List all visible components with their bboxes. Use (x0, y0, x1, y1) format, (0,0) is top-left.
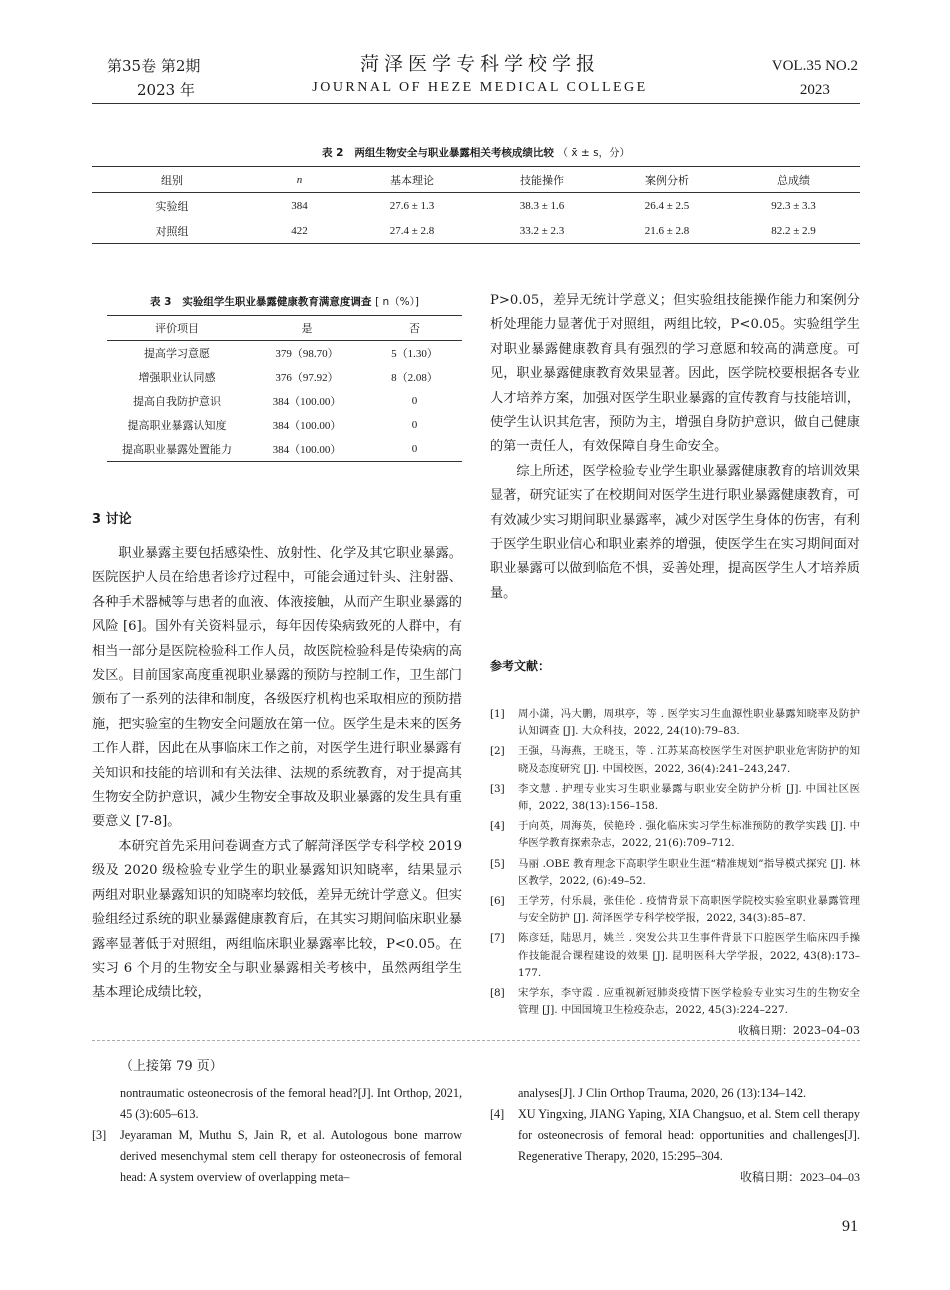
paragraph: 综上所述，医学检验专业学生职业暴露健康教育的培训效果显著，研究证实了在校期间对医学生进行职业暴露健康教育，可有效减少实习期间职业暴露率，减少对医学生身体的伤害，有利于医学生职业信心和职业素养的增强，使医学生在实习期间面对职业暴露可以做到临危不惧，妥善处理，提高医学生人才培养质量。 (490, 463, 860, 601)
table2-col-group: 组别 (161, 174, 183, 187)
table-cell: 提高职业暴露处置能力 (122, 444, 232, 456)
table-cell: 21.6 ± 2.8 (644, 224, 690, 237)
table3-caption (107, 294, 462, 309)
reference-item (490, 781, 860, 815)
table-row (107, 341, 462, 366)
reference-text: 王强，马海燕，王晓玉，等 . 江苏某高校医学生对医护职业危害防护的知晓及态度研究 [J]. 中国校医，2022, 36(4):241–243,247. (518, 745, 860, 775)
page-number: 91 (842, 1218, 858, 1235)
table-cell: 27.6 ± 1.3 (389, 199, 435, 212)
table2-col-case: 案例分析 (645, 174, 689, 187)
reference-number: [6] (490, 895, 505, 908)
table-cell: 376（97.92） (275, 372, 339, 384)
reference-item (490, 818, 860, 852)
reference-text: 周小潇，冯大鹏，周琪亭，等 . 医学实习生血源性职业暴露知晓率及防护认知调查 [J]. 大众科技，2022, 24(10):79–83. (518, 708, 860, 738)
table-cell: 实验组 (155, 200, 189, 213)
table-row (107, 437, 462, 462)
reference-number: [8] (490, 987, 505, 1000)
reference-item (490, 930, 860, 982)
reference-item (92, 1083, 462, 1125)
reference-item (92, 1125, 462, 1188)
reference-number: [4] (490, 820, 505, 833)
table-cell: 提高职业暴露认知度 (127, 420, 227, 432)
table-cell: 384（100.00） (272, 420, 342, 432)
table-row (92, 193, 860, 219)
right-column (490, 289, 860, 606)
table-cell: 8（2.08） (391, 372, 438, 384)
table2 (92, 166, 860, 244)
volume-issue: 第35卷 第2期 (107, 57, 201, 75)
table3-col-no: 否 (409, 323, 420, 335)
reference-number (490, 1083, 518, 1104)
table-cell: 增强职业认同感 (138, 372, 216, 384)
year-cn: 2023 年 (137, 81, 195, 99)
reference-number: [3] (92, 1128, 107, 1142)
table2-label: 表 2 (321, 147, 344, 159)
reference-text: 李文慧 . 护理专业实习生职业暴露与职业安全防护分析 [J]. 中国社区医师，2022, 38(13):156–158. (518, 782, 860, 813)
table2-unit: （ x̄ ± s，分） (557, 147, 631, 159)
table-cell: 33.2 ± 2.3 (519, 224, 565, 237)
table-cell: 384（100.00） (272, 396, 342, 408)
left-column (92, 542, 462, 1006)
table-cell: 92.3 ± 3.3 (771, 199, 816, 212)
table2-col-skill: 技能操作 (520, 174, 564, 187)
journal-title-en: JOURNAL OF HEZE MEDICAL COLLEGE (312, 80, 648, 95)
table2-caption (92, 145, 860, 160)
table3-title: 实验组学生职业暴露健康教育满意度调查 (182, 296, 372, 308)
table-cell: 0 (411, 419, 418, 431)
reference-item (490, 1104, 860, 1167)
reference-item (490, 743, 860, 777)
volume-en: VOL.35 NO.2 (771, 58, 858, 74)
table-cell: 26.4 ± 2.5 (644, 199, 690, 212)
table3 (107, 315, 462, 462)
reference-text: 马丽 .OBE 教育理念下高职学生职业生涯“精准规划”指导模式探究 [J]. 林区教学，2022, (6):49–52. (518, 857, 860, 887)
received-date: 收稿日期：2023–04–03 (739, 1170, 860, 1184)
reference-number: [5] (490, 857, 505, 870)
reference-text: nontraumatic osteonecrosis of the femoral head?[J]. Int Orthop, 2021, 45 (3):605–613. (120, 1086, 462, 1121)
table-row (107, 365, 462, 389)
reference-number: [2] (490, 745, 505, 758)
journal-title-cn: 菏泽医学专科学校学报 (359, 53, 600, 75)
table-cell: 422 (291, 224, 308, 237)
reference-item (490, 985, 860, 1019)
reference-text: 王学芳，付乐晨，张佳伦 . 疫情背景下高职医学院校实验室职业暴露管理与安全防护 [J]. 菏泽医学专科学校学报，2022, 34(3):85–87. (518, 895, 860, 925)
table-cell: 38.3 ± 1.6 (519, 199, 565, 212)
table-cell: 384 (291, 199, 308, 212)
table2-col-total: 总成绩 (777, 174, 810, 187)
reference-number: [4] (490, 1107, 505, 1121)
continued-left (92, 1083, 462, 1188)
header-volume-issue (107, 54, 200, 102)
received-date: 收稿日期：2023–04–03 (738, 1024, 860, 1038)
table3-col-yes: 是 (301, 323, 313, 335)
table-row (92, 218, 860, 244)
reference-number: [3] (490, 782, 505, 795)
reference-list (490, 706, 860, 1040)
table2-header-row (92, 167, 860, 193)
journal-title (250, 51, 710, 99)
reference-text: 陈彦廷，陆思月，姚兰 . 突发公共卫生事件背景下口腔医学生临床四手操作技能混合课程建设的效果 [J]. 昆明医科大学学报，2022, 43(8):173–177. (518, 932, 860, 979)
table-cell: 0 (411, 395, 418, 407)
table-cell: 5（1.30） (391, 348, 438, 360)
reference-text: 宋学东，李守霞 . 应重视新冠肺炎疫情下医学检验专业实习生的生物安全管理 [J]. 中国国境卫生检疫杂志，2022, 45(3):224–227. (518, 987, 860, 1017)
table-cell: 27.4 ± 2.8 (389, 224, 435, 237)
paragraph: 职业暴露主要包括感染性、放射性、化学及其它职业暴露。医院医护人员在给患者诊疗过程中，可能会通过针头、注射器、各种手术器械等与患者的血液、体液接触，从而产生职业暴露的风险 [6]。国外有关资料显示，每年因传染病致死的人群中，有相当一部分是医院检验科工作人员，故医院检验科是传染病的高发区。目前国家高度重视职业暴露的预防与控制工作，卫生部门颁布了一系列的法律和制度，各级医疗机构也采取相应的预防措施，把实验室的生物安全问题放在第一位。医学生是未来的医务工作人群，因此在从事临床工作之前，对医学生进行职业暴露有关知识和技能的培训和有关法律、法规的系统教育，对于提高其生物安全防护意识，减少生物安全事故及职业暴露的发生具有重要意义 [7-8]。 (92, 546, 462, 830)
reference-item (490, 856, 860, 890)
table3-col-item: 评价项目 (155, 323, 199, 335)
references-title: 参考文献： (490, 659, 551, 673)
paragraph: 本研究首先采用问卷调查方式了解菏泽医学专科学校 2019 级及 2020 级检验专业学生的职业暴露知识知晓率，结果显示两组对职业暴露知识的知晓率均较低，差异无统计学意义。但实验组经过系统的职业暴露健康教育后，在其实习期间临床职业暴露率显著低于对照组，两组临床职业暴露率比较，P<0.05。在实习 6 个月的生物安全与职业暴露相关考核中，虽然两组学生基本理论成绩比较， (92, 838, 462, 1001)
table-cell: 379（98.70） (275, 348, 339, 360)
reference-text: XU Yingxing, JIANG Yaping, XIA Changsuo, et al. Stem cell therapy for osteonecrosis of femoral head: opportunities and challenges[J]. Regenerative Therapy, 2020, 15:295–304. (518, 1107, 860, 1163)
table3-unit: [ n（%）] (375, 296, 419, 308)
continued-label: （上接第 79 页） (120, 1059, 223, 1074)
reference-number: [7] (490, 932, 505, 945)
table-cell: 384（100.00） (272, 444, 342, 456)
reference-text: 于向英，周海英，侯艳玲 . 强化临床实习学生标准预防的教学实践 [J]. 中华医学教育探索杂志，2022, 21(6):709–712. (518, 820, 860, 850)
continued-right (490, 1083, 860, 1188)
table2-title: 两组生物安全与职业暴露相关考核成绩比较 (354, 147, 554, 159)
table2-col-n: n (296, 173, 303, 186)
table3-header-row (107, 316, 462, 341)
reference-text: analyses[J]. J Clin Orthop Trauma, 2020, 26 (13):134–142. (518, 1086, 807, 1100)
reference-text: Jeyaraman M, Muthu S, Jain R, et al. Autologous bone marrow derived mesenchymal stem cell therapy for osteonecrosis of femoral head: A system overview of overlapping meta– (120, 1128, 462, 1184)
table-cell: 提高学习意愿 (144, 348, 210, 360)
table-row (107, 389, 462, 413)
header-rule (92, 103, 860, 104)
section-divider (92, 1040, 860, 1041)
reference-item (490, 893, 860, 927)
table-cell: 82.2 ± 2.9 (771, 224, 816, 237)
reference-item (490, 1083, 860, 1104)
reference-number (92, 1083, 120, 1125)
header-volume-en (772, 54, 858, 102)
reference-item (490, 706, 860, 740)
table-cell: 提高自我防护意识 (133, 396, 221, 408)
year-en: 2023 (799, 82, 830, 98)
section-heading: 3 讨论 (92, 512, 132, 527)
paragraph: P>0.05，差异无统计学意义；但实验组技能操作能力和案例分析处理能力显著优于对照组，两组比较，P<0.05。实验组学生对职业暴露健康教育具有强烈的学习意愿和较高的满意度。可见，职业暴露健康教育效果显著。因此，医学院校要根据各专业人才培养方案，加强对医学生职业暴露的宣传教育与技能培训，使学生认识其危害，预防为主，增强自身防护意识，做自己健康的第一责任人，有效保障自身生命安全。 (490, 293, 860, 455)
table-cell: 0 (411, 443, 418, 455)
table-row (107, 413, 462, 437)
table-cell: 对照组 (155, 225, 189, 238)
table2-col-theory: 基本理论 (390, 174, 434, 187)
table3-label: 表 3 (149, 296, 172, 308)
reference-number: [1] (490, 708, 505, 720)
